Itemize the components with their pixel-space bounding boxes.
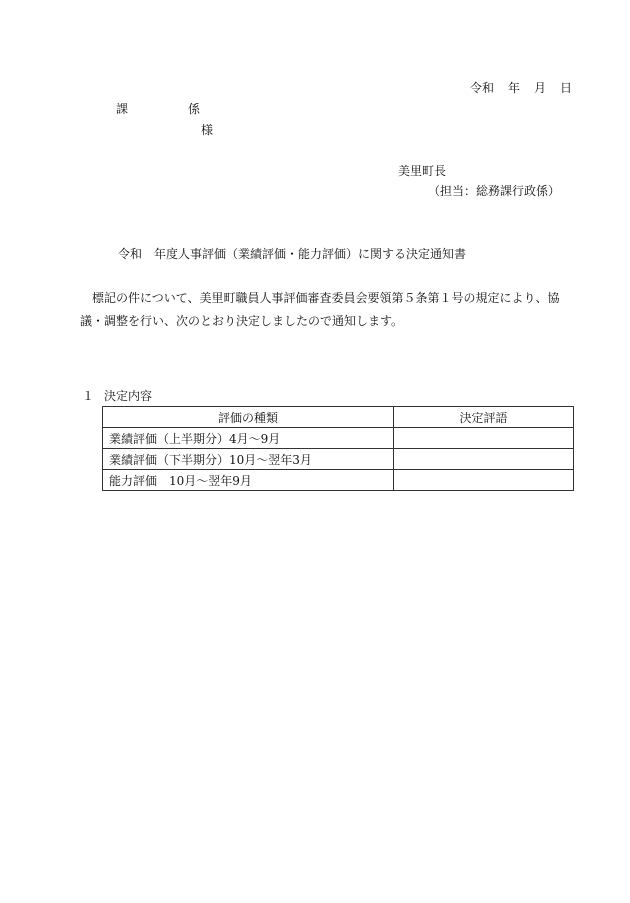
recipient-chief: 係 [188,102,201,116]
table-row [103,449,574,470]
decision-grade-cell [394,428,574,449]
section-heading [82,390,152,402]
evaluation-type-cell: 能力評価 10月～翌年9月 [103,470,394,491]
table-row [103,428,574,449]
sender-name: 美里町長 [398,164,447,178]
evaluation-type-cell: 業績評価（上半期分）4月～9月 [103,428,394,449]
header-evaluation-type: 評価の種類 [103,407,394,428]
recipient-section: 課 [116,102,129,116]
section-number: １ [82,389,95,403]
header-decision-grade: 決定評語 [394,407,574,428]
sender-contact: （担当：総務課行政係） [428,184,561,198]
date-day-label: 日 [560,81,573,95]
table-row [103,470,574,491]
section-title: 決定内容 [104,389,153,403]
evaluation-type-cell: 業績評価（下半期分）10月～翌年3月 [103,449,394,470]
date-era: 令和 [470,81,495,95]
date-year-label: 年 [508,81,521,95]
decision-grade-cell [394,470,574,491]
table-header-row [103,407,574,428]
decision-grade-cell [394,449,574,470]
decision-table [102,406,574,491]
date-month-label: 月 [534,81,547,95]
document-date [470,82,572,94]
recipient-honorific: 様 [201,123,214,137]
body-paragraph: 標記の件について、美里町職員人事評価審査委員会要領第５条第１号の規定により、協議・調整を行い、次のとおり決定しましたので通知します。 [80,291,560,328]
document-title: 令和 年度人事評価（業績評価・能力評価）に関する決定通知書 [118,247,467,261]
